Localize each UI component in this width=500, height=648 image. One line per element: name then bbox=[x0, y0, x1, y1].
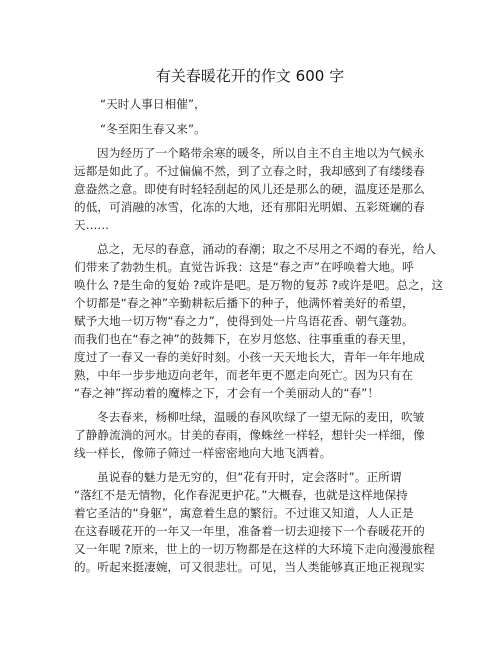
paragraph-5-line-1: 冬去春来，杨柳吐绿，温暖的春风吹绿了一望无际的麦田，吹皱 bbox=[97, 410, 425, 424]
paragraph-4-line-7: 度过了一春又一春的美好时刻。小孩一天天地长大，青年一年年地成 bbox=[74, 350, 425, 364]
paragraph-6-line-1: 虽说春的魅力是无穷的，但“花有开时，定会落时”。正所谓 bbox=[97, 470, 402, 484]
paragraph-4-line-5: 赋予大地一切万物“春之力”，使得到处一片鸟语花香、朝气蓬勃。 bbox=[74, 314, 414, 328]
paragraph-3-line-5: 天…… bbox=[74, 218, 110, 232]
paragraph-3-line-4: 的低，可消融的冰雪，化冻的大地，还有那阳光明媚、五彩斑斓的春 bbox=[74, 200, 425, 214]
paragraph-6-line-3: 着它圣洁的“身躯”，寓意着生息的繁衍。不过谁又知道，人人正是 bbox=[74, 506, 414, 520]
document-title: 有关春暖花开的作文 600 字 bbox=[155, 67, 345, 85]
paragraph-6-line-4: 在这春暖花开的一年又一年里，准备着一切去迎接下一个春暖花开的 bbox=[74, 524, 425, 538]
paragraph-4-line-2: 们带来了勃勃生机。直觉告诉我：这是“春之声”在呼唤着大地。呼 bbox=[74, 260, 414, 274]
paragraph-4-line-8: 熟，中年一步步地迈向老年，而老年更不愿走向死亡。因为只有在 bbox=[74, 368, 414, 382]
paragraph-3-line-3: 意盎然之意。即使有时轻轻刮起的风儿还是那么的硬，温度还是那么 bbox=[74, 182, 425, 196]
paragraph-4-line-1: 总之，无尽的春意，涌动的春潮；取之不尽用之不竭的春光，给人 bbox=[97, 242, 437, 256]
paragraph-6-line-5: 又一年呢 ?原来，世上的一切万物都是在这样的大环境下走向漫漫旅程 bbox=[74, 542, 435, 556]
paragraph-2-line-1: “冬至阳生春又来”。 bbox=[100, 122, 206, 136]
paragraph-4-line-3: 唤什么 ?是生命的复始 ?或许是吧。是万物的复苏 ?或许是吧。总之，这 bbox=[74, 278, 444, 292]
paragraph-4-line-4: 个切都是“春之神”辛勤耕耘后播下的种子，他满怀着美好的希望， bbox=[74, 296, 414, 310]
paragraph-5-line-3: 线一样长，像筛子筛过一样密密地向大地飞洒着。 bbox=[74, 446, 332, 460]
paragraph-6-line-6: 的。听起来挺凄婉，可又很悲壮。可见，当人类能够真正地正视现实 bbox=[74, 560, 425, 574]
paragraph-6-line-2: “落红不是无情物，化作春泥更护花。”大概春，也就是这样地保持 bbox=[74, 488, 408, 502]
paragraph-4-line-9: “春之神”挥动着的魔棒之下，才会有一个美丽动人的“春”！ bbox=[74, 386, 380, 400]
paragraph-3-line-1: 因为经历了一个略带余寒的暖冬，所以自主不自主地以为气候永 bbox=[97, 146, 425, 160]
paragraph-3-line-2: 远都是如此了。不过偏偏不然，到了立春之时，我却感到了有缕缕春 bbox=[74, 164, 425, 178]
paragraph-5-line-2: 了静静流淌的河水。甘美的春雨，像蛛丝一样轻，想针尖一样细，像 bbox=[74, 428, 425, 442]
paragraph-1-line-1: “天时人事日相催”， bbox=[100, 97, 206, 111]
paragraph-4-line-6: 而我们也在“春之神”的鼓舞下，在岁月悠悠、往事重重的春天里， bbox=[74, 332, 414, 346]
